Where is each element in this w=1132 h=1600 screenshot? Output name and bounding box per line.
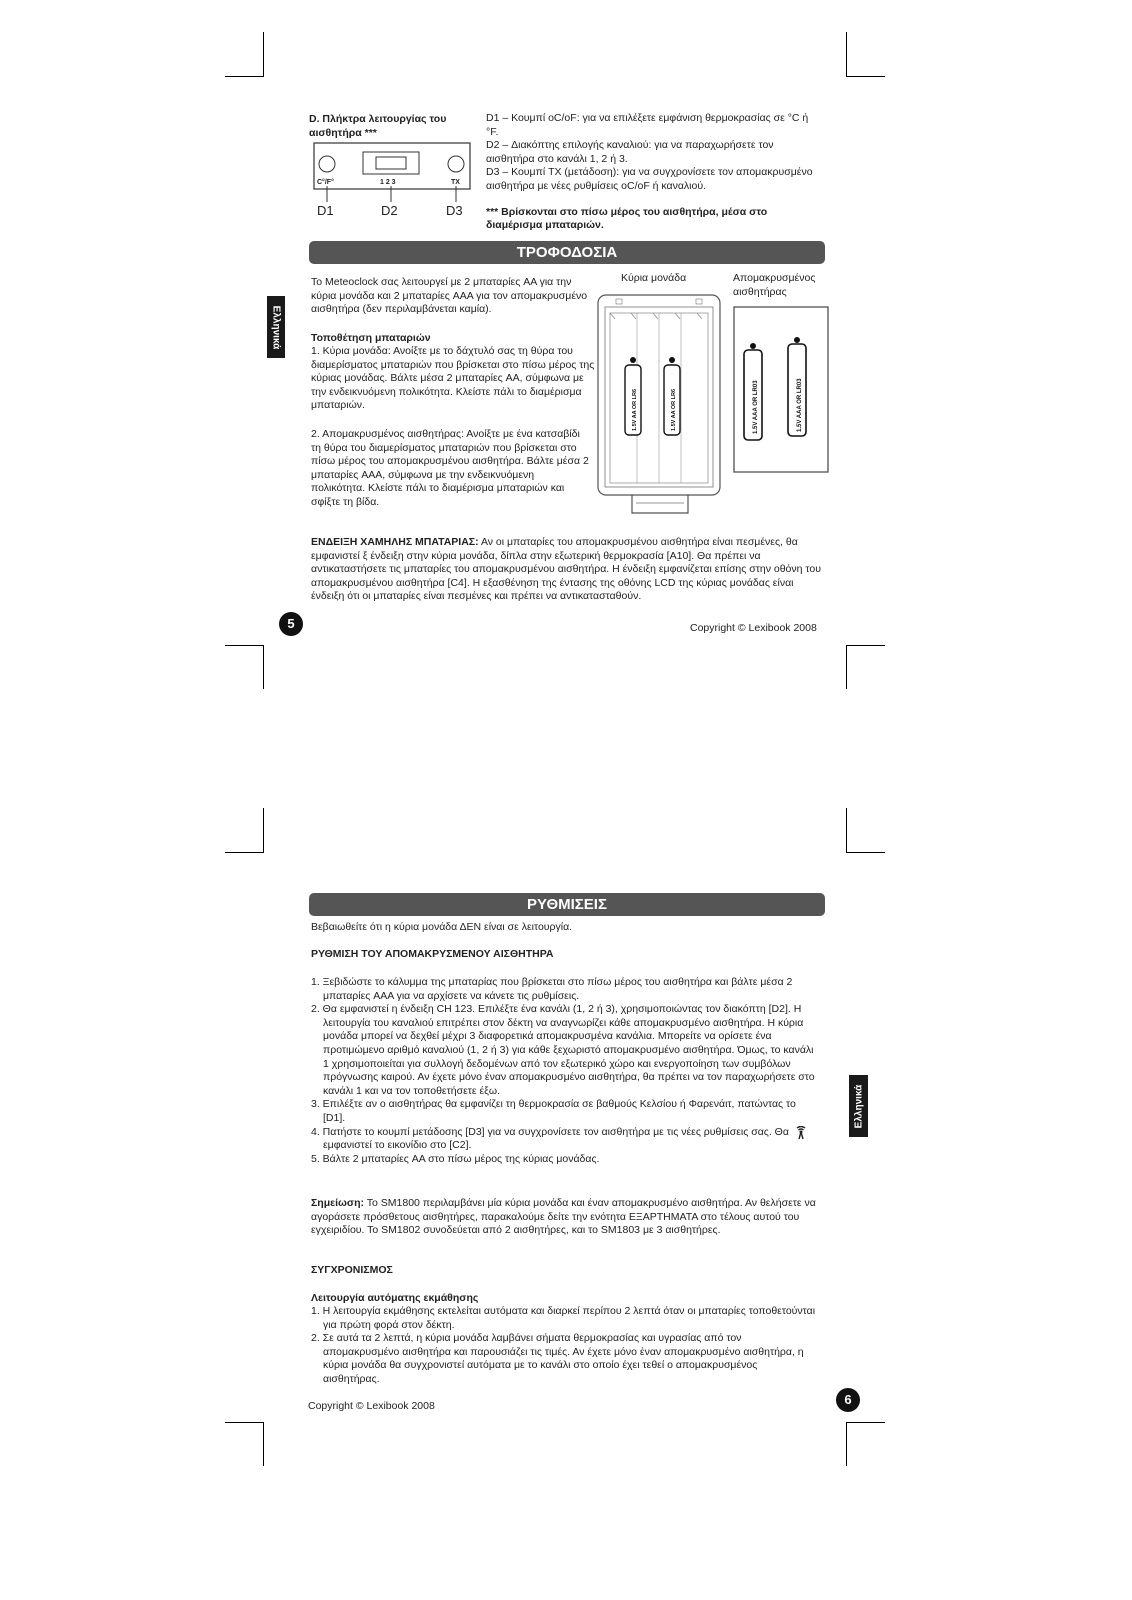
- remote-setup-steps: [311, 976, 819, 1166]
- d1-key-icon: [319, 156, 335, 172]
- transmit-icon: [795, 1126, 807, 1140]
- svg-text:1.5V AAA OR LR03: 1.5V AAA OR LR03: [753, 380, 759, 434]
- crop-mark: [846, 1422, 885, 1423]
- crop-mark: [846, 645, 847, 689]
- channel-label: 1 2 3: [380, 179, 396, 186]
- crop-mark: [225, 852, 264, 853]
- aaa-battery-icon: [744, 343, 762, 440]
- crop-mark: [846, 1422, 847, 1466]
- callout-d3: D3: [446, 203, 463, 218]
- settings-banner: ΡΥΘΜΙΣΕΙΣ: [309, 893, 825, 916]
- note-label: Σημείωση:: [311, 1197, 365, 1209]
- settings-intro: Βεβαιωθείτε ότι η κύρια μονάδα ΔΕΝ είναι σε λειτουργία.: [311, 921, 573, 933]
- power-banner: ΤΡΟΦΟΔΟΣΙΑ: [309, 241, 825, 264]
- list-item: 5. Βάλτε 2 μπαταρίες AA στο πίσω μέρος της κύριας μονάδας.: [311, 1152, 600, 1165]
- crop-mark: [263, 1422, 264, 1466]
- d2-description: D2 – Διακόπτης επιλογής καναλιού: για να παραχωρήσετε τον αισθητήρα στο κανάλι 1, 2 ή 3.: [486, 139, 774, 165]
- crop-mark: [846, 852, 885, 853]
- crop-mark: [225, 76, 264, 77]
- figure-main-unit-label: Κύρια μονάδα: [621, 272, 687, 284]
- low-battery-title: ΕΝΔΕΙΞΗ ΧΑΜΗΛΗΣ ΜΠΑΤΑΡΙΑΣ:: [311, 536, 479, 548]
- svg-text:1.5V AA OR LR6: 1.5V AA OR LR6: [671, 388, 677, 431]
- language-tab: Ελληνικά: [267, 296, 285, 358]
- autolearn-steps: [311, 1305, 816, 1387]
- section-d-title: D. Πλήκτρα λειτουργίας του αισθητήρα ***: [309, 113, 447, 139]
- language-tab: Ελληνικά: [849, 1075, 868, 1137]
- battery-install-title: Τοποθέτηση μπαταριών: [311, 332, 431, 344]
- crop-mark: [263, 645, 264, 689]
- main-unit-battery-figure: [596, 293, 724, 523]
- sensor-keys-diagram: [310, 142, 472, 222]
- autolearn-title: Λειτουργία αυτόματης εκμάθησης: [311, 1292, 479, 1304]
- section-d-descriptions: [486, 112, 818, 233]
- channel-switch-icon: [363, 152, 419, 174]
- crop-mark: [263, 32, 264, 76]
- d3-key-icon: [448, 156, 464, 172]
- aa-battery-icon: [625, 357, 641, 435]
- note-text: Το SM1800 περιλαμβάνει μία κύρια μονάδα και έναν απομακρυσμένο αισθητήρα. Αν θελήσετε να αγοράσετε πρόσθετους αισθητήρες, παρακαλούμε δείτε την ενότητα ΕΞΑΡΤΗΜΑΤΑ στο τέλους αυτού του εγχειριδίου. Το SM1802 συνοδεύεται από 2 αισθητήρες, και το SM1803 με 3 αισθητήρες.: [311, 1197, 816, 1237]
- aa-battery-icon: [664, 357, 680, 435]
- right-key-label: TX: [451, 179, 460, 186]
- page-number: 6: [836, 1388, 860, 1412]
- svg-text:1.5V AAA OR LR03: 1.5V AAA OR LR03: [797, 378, 803, 432]
- callout-d2: D2: [381, 203, 398, 218]
- d1-description: D1 – Κουμπί oC/oF: για να επιλέξετε εμφάνιση θερμοκρασίας σε °C ή °F.: [486, 112, 809, 138]
- battery-install-step2: 2. Απομακρυσμένος αισθητήρας: Ανοίξτε με ένα κατσαβίδι τη θύρα του διαμερίσματος μπαταριών που βρίσκεται στο πίσω μέρος του απομακρυσμένου αισθητήρα. Βάλτε μέσα 2 μπαταρίες AAA, σύμφωνα με την ενδεικνυόμενη πολικότητα. Κλείστε πάλι το διαμέρισμα μπαταριών και σφίξτε τη βίδα.: [311, 428, 589, 508]
- callout-d1: D1: [317, 203, 334, 218]
- list-item: 3. Επιλέξτε αν ο αισθητήρας θα εμφανίζει τη θερμοκρασία σε βαθμούς Κελσίου ή Φαρενάιτ, πατώντας το [D1].: [311, 1098, 796, 1124]
- battery-install-step1: 1. Κύρια μονάδα: Ανοίξτε με το δάχτυλό σας τη θύρα του διαμερίσματος μπαταριών που βρίσκεται στο πίσω μέρος της κύριας μονάδας. Βάλτε μέσα 2 μπαταρίες AA, σύμφωνα με την ενδεικνυόμενη πολικότητα. Κλείστε πάλι το διαμέρισμα μπαταριών.: [311, 345, 595, 412]
- crop-mark: [263, 808, 264, 852]
- crop-mark: [846, 32, 847, 76]
- section-d-footnote: *** Βρίσκονται στο πίσω μέρος του αισθητήρα, μέσα στο διαμέρισμα μπαταριών.: [486, 205, 768, 232]
- copyright: Copyright © Lexibook 2008: [308, 1400, 435, 1412]
- figure-remote-sensor-label: Απομακρυσμένος αισθητήρας: [733, 272, 816, 298]
- low-battery-paragraph: [311, 536, 822, 604]
- left-key-label: C°/F°: [317, 179, 334, 186]
- power-intro: Το Meteoclock σας λειτουργεί με 2 μπαταρίες AA για την κύρια μονάδα και 2 μπαταρίες AAA για τον απομακρυσμένο αισθητήρα (δεν περιλαμβάνεται καμία).: [311, 276, 588, 316]
- d3-description: D3 – Κουμπί TX (μετάδοση): για να συγχρονίσετε τον απομακρυσμένο αισθητήρα με νέες ρυθμίσεις oC/oF ή καναλιού.: [486, 166, 813, 192]
- list-item: 2. Θα εμφανιστεί η ένδειξη CH 123. Επιλέξτε ένα κανάλι (1, 2 ή 3), χρησιμοποιώντας τον διακόπτη [D2]. Η λειτουργία του καναλιού επιτρέπει στον δέκτη να αναγνωρίζει κάθε απομακρυσμένο αισθητήρα. Η κύρια μονάδα μπορεί να δεχθεί μέχρι 3 διαφορετικά απομακρυσμένα κανάλια. Μπορείτε να ορίσετε ένα προτιμώμενο αριθμό καναλιού (1, 2 ή 3) για κάθε ξεχωριστό απομακρυσμένο αισθητήρα. Όμως, το κανάλι 1 χρησιμοποιείται για συλλογή δεδομένων από τον εξωτερικό χώρο και ενεργοποίηση των συμβόλων πρόγνωσης καιρού. Αν έχετε μόνο έναν απομακρυσμένο αισθητήρα, θα πρέπει να τον παραχωρήσετε στο κανάλι 1 και να τον τοποθετήσετε έξω.: [311, 1003, 815, 1097]
- list-item: 1. Ξεβιδώστε το κάλυμμα της μπαταρίας που βρίσκεται στο πίσω μέρος του αισθητήρα και βάλτε μέσα 2 μπαταρίες AAA για να αρχίσετε να κάνετε τις ρυθμίσεις.: [311, 976, 793, 1002]
- copyright: Copyright © Lexibook 2008: [690, 622, 817, 634]
- crop-mark: [846, 76, 885, 77]
- note-paragraph: [311, 1197, 821, 1238]
- sync-title: ΣΥΓΧΡΟΝΙΣΜΟΣ: [311, 1264, 393, 1276]
- crop-mark: [846, 808, 847, 852]
- aaa-battery-icon: [788, 337, 806, 436]
- crop-mark: [225, 1422, 264, 1423]
- list-item: 2. Σε αυτά τα 2 λεπτά, η κύρια μονάδα λαμβάνει σήματα θερμοκρασίας και υγρασίας από τον απομακρυσμένο αισθητήρα και παρουσιάζει τις τιμές. Αν έχετε μόνο έναν απομακρυσμένο αισθητήρα, η κύρια μονάδα θα συγχρονιστεί αυτόματα με το κανάλι στο οποίο έχει τεθεί ο απομακρυσμένος αισθητήρας.: [311, 1332, 804, 1385]
- list-item: 4. Πατήστε το κουμπί μετάδοσης [D3] για να συγχρονίσετε τον αισθητήρα με τις νέες ρυθμίσεις σας. Θα εμφανιστεί το εικονίδιο στο [C2].: [311, 1126, 819, 1153]
- low-battery-text: Αν οι μπαταρίες του απομακρυσμένου αισθητήρα είναι πεσμένες, θα εμφανιστεί ξ ένδειξη στην κύρια μονάδα, δίπλα στην εξωτερική θερμοκρασία [A10]. Θα πρέπει να αντικαταστήσετε τις μπαταρίες του απομακρυσμένου αισθητήρα. Η ένδειξη εμφανίζεται επίσης στην οθόνη του απομακρυσμένου αισθητήρα [C4]. Η εξασθένηση της έντασης της οθόνης LCD της κύριας μονάδας είναι ένδειξη ότι οι μπαταρίες είναι πεσμένες και πρέπει να αντικατασταθούν.: [311, 536, 821, 603]
- crop-mark: [846, 645, 885, 646]
- remote-setup-title: ΡΥΘΜΙΣΗ ΤΟΥ ΑΠΟΜΑΚΡΥΣΜΕΝΟΥ ΑΙΣΘΗΤΗΡΑ: [311, 948, 554, 960]
- crop-mark: [225, 645, 264, 646]
- page-number: 5: [279, 612, 303, 636]
- list-item: 1. Η λειτουργία εκμάθησης εκτελείται αυτόματα και διαρκεί περίπου 2 λεπτά όταν οι μπαταρίες τοποθετούνται για πρώτη φορά στον δέκτη.: [311, 1305, 816, 1331]
- remote-sensor-battery-figure: [733, 306, 829, 474]
- svg-text:1.5V AA OR LR6: 1.5V AA OR LR6: [632, 388, 638, 431]
